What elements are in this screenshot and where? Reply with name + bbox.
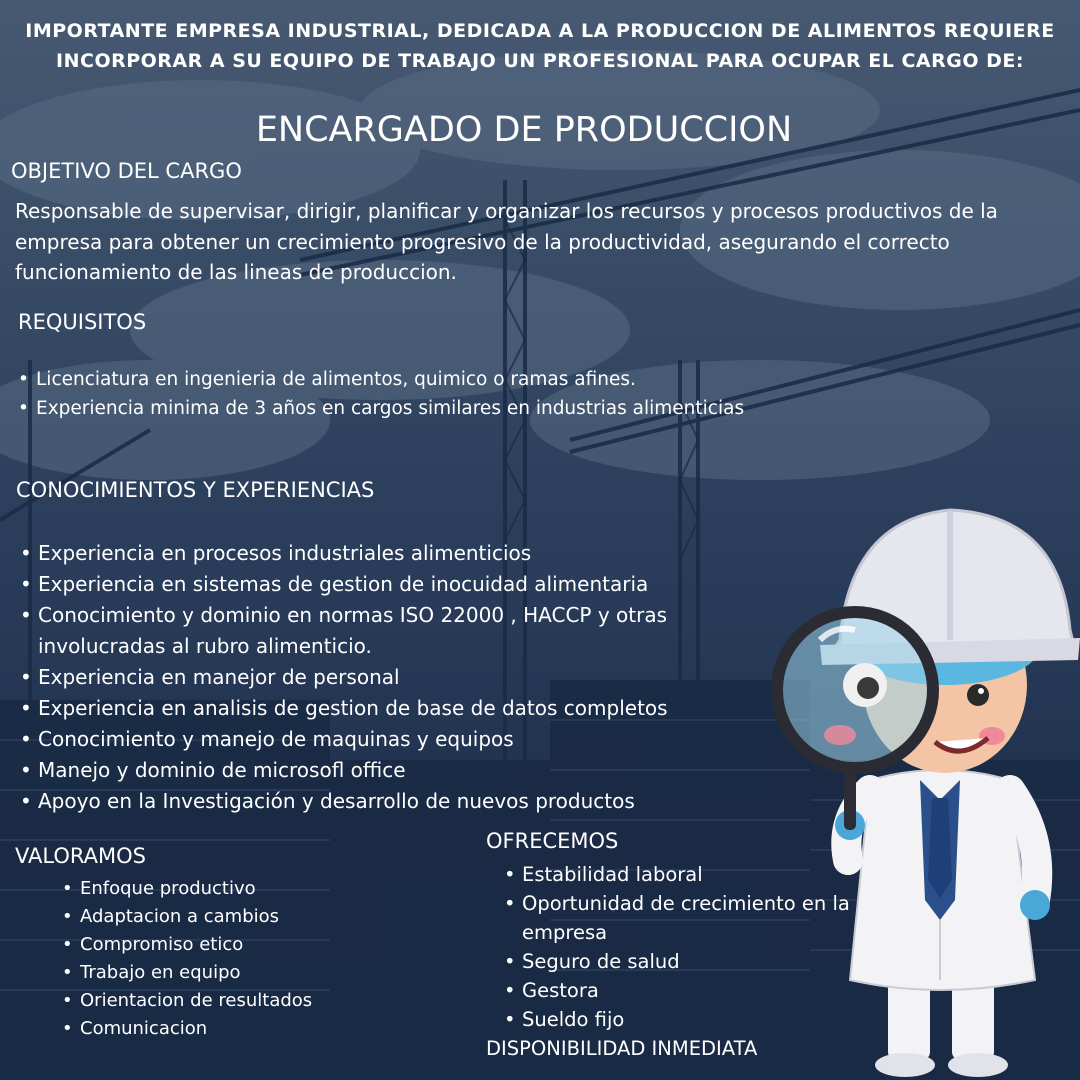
list-item: • Experiencia en manejor de personal	[16, 662, 776, 693]
list-item: • Licenciatura en ingenieria de alimentos, quimico o ramas afines.	[14, 365, 1014, 394]
list-item: • Experiencia en procesos industriales alimenticios	[16, 538, 776, 569]
job-title: ENCARGADO DE PRODUCCION	[255, 110, 793, 150]
intro-text: IMPORTANTE EMPRESA INDUSTRIAL, DEDICADA A LA PRODUCCION DE ALIMENTOS REQUIERE INCORPORAR A SU EQUIPO DE TRABAJO UN PROFESIONAL PARA OCUPAR EL CARGO DE:	[25, 20, 1055, 72]
list-item: • Compromiso etico	[58, 931, 478, 959]
list-item: • Seguro de salud	[500, 947, 860, 976]
list-item: • Experiencia en sistemas de gestion de inocuidad alimentaria	[16, 569, 776, 600]
list-item: • Experiencia en analisis de gestion de base de datos completos	[16, 693, 776, 724]
list-item: • Enfoque productivo	[58, 875, 478, 903]
values-title: VALORAMOS	[15, 844, 146, 868]
list-item: • Gestora	[500, 976, 860, 1005]
list-item: • Sueldo fijo	[500, 1005, 860, 1034]
knowledge-title: CONOCIMIENTOS Y EXPERIENCIAS	[16, 478, 375, 502]
list-item: • Estabilidad laboral	[500, 860, 860, 889]
knowledge-list	[16, 538, 776, 817]
list-item: • Conocimiento y manejo de maquinas y equipos	[16, 724, 776, 755]
list-item: • Experiencia minima de 3 años en cargos similares en industrias alimenticias	[14, 394, 1014, 423]
objective-title: OBJETIVO DEL CARGO	[11, 159, 242, 183]
list-item: • Orientacion de resultados	[58, 987, 478, 1015]
requirements-title: REQUISITOS	[18, 310, 147, 334]
offer-title: OFRECEMOS	[486, 829, 619, 853]
list-item: • Adaptacion a cambios	[58, 903, 478, 931]
list-item: • Apoyo en la Investigación y desarrollo de nuevos productos	[16, 786, 776, 817]
list-item: • Oportunidad de crecimiento en la empresa	[500, 889, 862, 947]
list-item: • Trabajo en equipo	[58, 959, 478, 987]
requirements-list	[14, 365, 1014, 423]
list-item: • Manejo y dominio de microsofl office	[16, 755, 776, 786]
scientist-with-magnifying-glass-icon	[760, 480, 1080, 1080]
list-item: • Comunicacion	[58, 1015, 478, 1043]
availability-text: DISPONIBILIDAD INMEDIATA	[486, 1037, 758, 1060]
values-list	[58, 875, 478, 1043]
list-item: • Conocimiento y dominio en normas ISO 22000 , HACCP y otras involucradas al rubro alimenticio.	[16, 600, 758, 662]
objective-text: Responsable de supervisar, dirigir, planificar y organizar los recursos y procesos productivos de la empresa para obtener un crecimiento progresivo de la productividad, asegurando el correcto funcionamiento de las lineas de produccion.	[15, 199, 998, 284]
